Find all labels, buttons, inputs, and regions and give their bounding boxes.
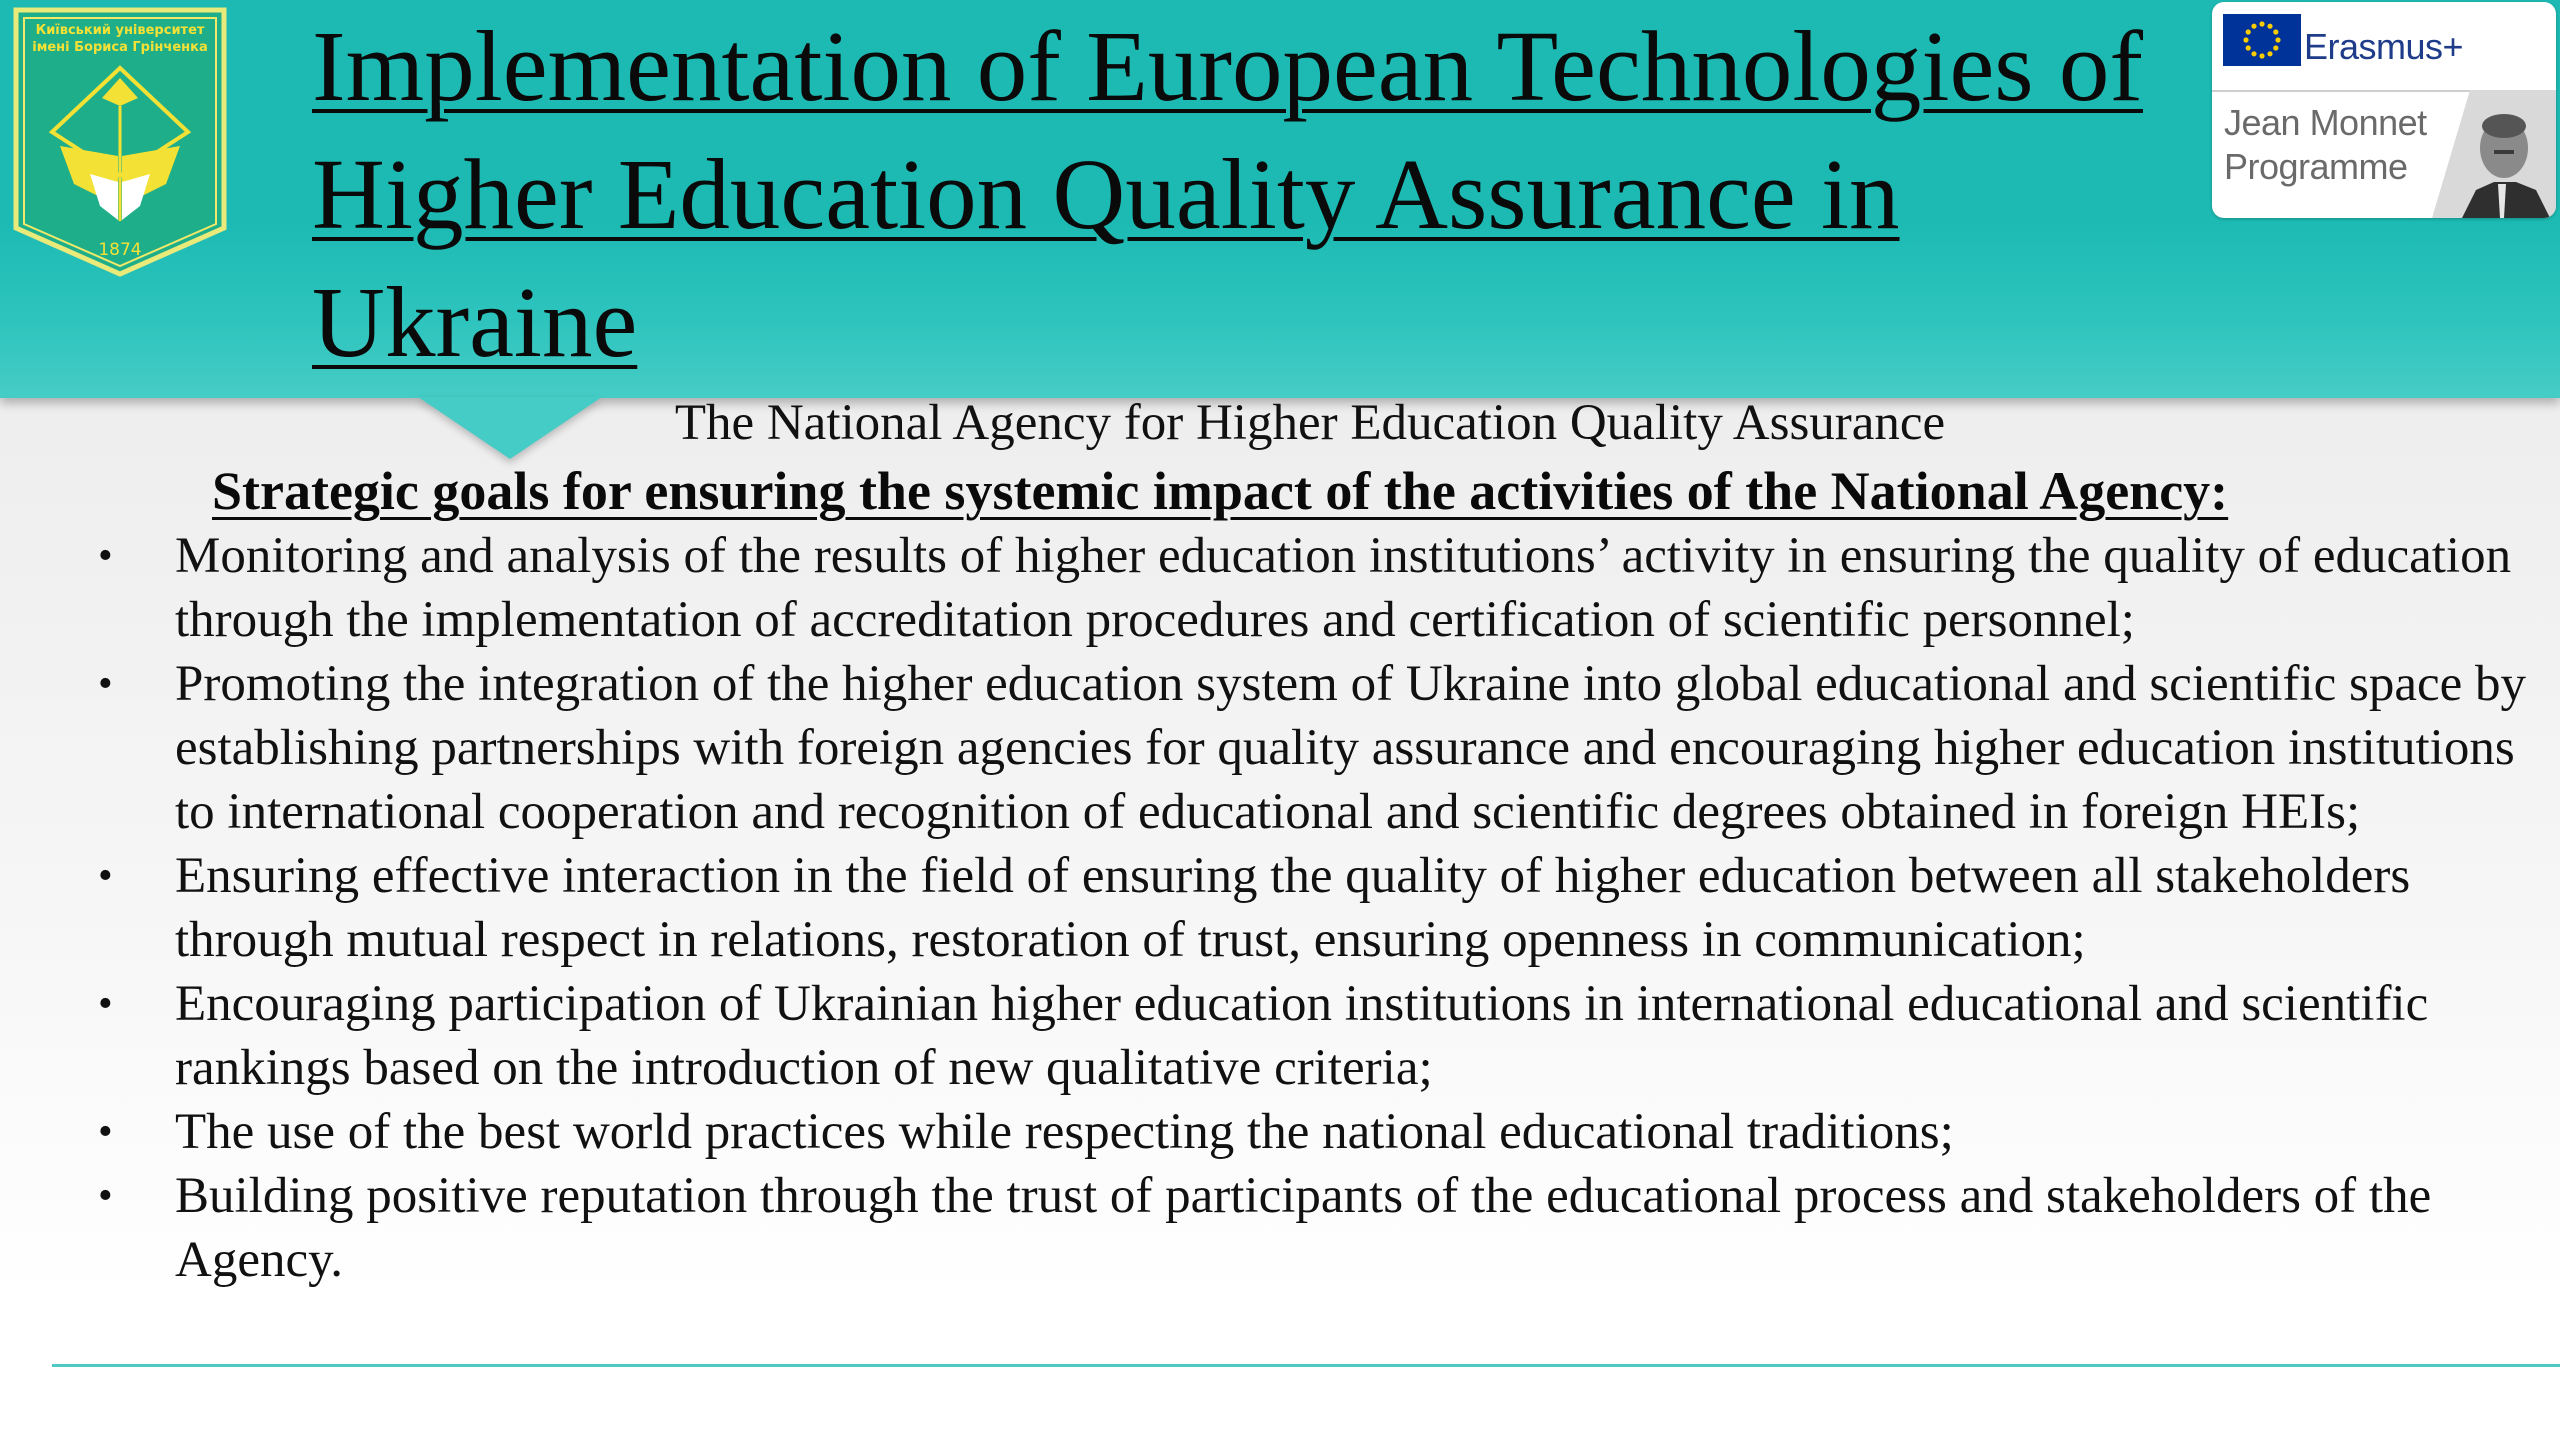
bullet-icon: • [98, 981, 113, 1027]
programme-label: Programme [2224, 146, 2408, 187]
strategic-goals-heading: Strategic goals for ensuring the systemic impact of the activities of the National Agency: [212, 461, 2229, 521]
erasmus-logo [2212, 2, 2556, 218]
goal-item [0, 1164, 2560, 1292]
university-logo [10, 6, 230, 278]
goal-text: Promoting the integration of the higher education system of Ukraine into global educational and scientific space by establishing partnerships with foreign agencies for quality assurance and encouraging higher education institutions to international cooperation and recognition of educational and scientific degrees obtained in foreign HEIs; [175, 656, 2527, 840]
university-logo-line1: Київський університет [35, 23, 205, 38]
eu-flag-icon [2223, 14, 2301, 66]
goal-text: Monitoring and analysis of the results of higher education institutions’ activity in ensuring the quality of education through the implementation of accreditation procedures and certification of scientific personnel; [175, 528, 2512, 648]
erasmus-brand: Erasmus+ [2304, 26, 2464, 67]
bullet-icon: • [98, 853, 113, 899]
goal-text: Ensuring effective interaction in the field of ensuring the quality of higher education between all stakeholders through mutual respect in relations, restoration of trust, ensuring openness in communication; [175, 848, 2411, 968]
footer-divider [52, 1364, 2560, 1367]
goal-text: The use of the best world practices while respecting the national educational traditions; [175, 1104, 1954, 1160]
slide-title: Implementation of European Technologies of Higher Education Quality Assurance in Ukraine [312, 10, 2143, 378]
goal-item [0, 1100, 2560, 1164]
university-logo-line2: імені Бориса Грінченка [32, 40, 208, 55]
bullet-icon: • [98, 533, 113, 579]
goal-item [0, 652, 2560, 844]
bullet-icon: • [98, 1109, 113, 1155]
jean-monnet-label: Jean Monnet [2224, 102, 2427, 143]
goal-item [0, 524, 2560, 652]
strategic-goals-list [0, 524, 2560, 1292]
goal-item [0, 844, 2560, 972]
goal-item [0, 972, 2560, 1100]
jean-monnet-portrait [2432, 90, 2556, 218]
goal-text: Building positive reputation through the trust of participants of the educational process and stakeholders of the Agency. [175, 1168, 2432, 1288]
bullet-icon: • [98, 1173, 113, 1219]
agency-subtitle: The National Agency for Higher Education Quality Assurance [674, 395, 1946, 451]
bullet-icon: • [98, 661, 113, 707]
university-logo-year: 1874 [98, 240, 142, 260]
goal-text: Encouraging participation of Ukrainian higher education institutions in international educational and scientific rankings based on the introduction of new qualitative criteria; [175, 976, 2429, 1096]
